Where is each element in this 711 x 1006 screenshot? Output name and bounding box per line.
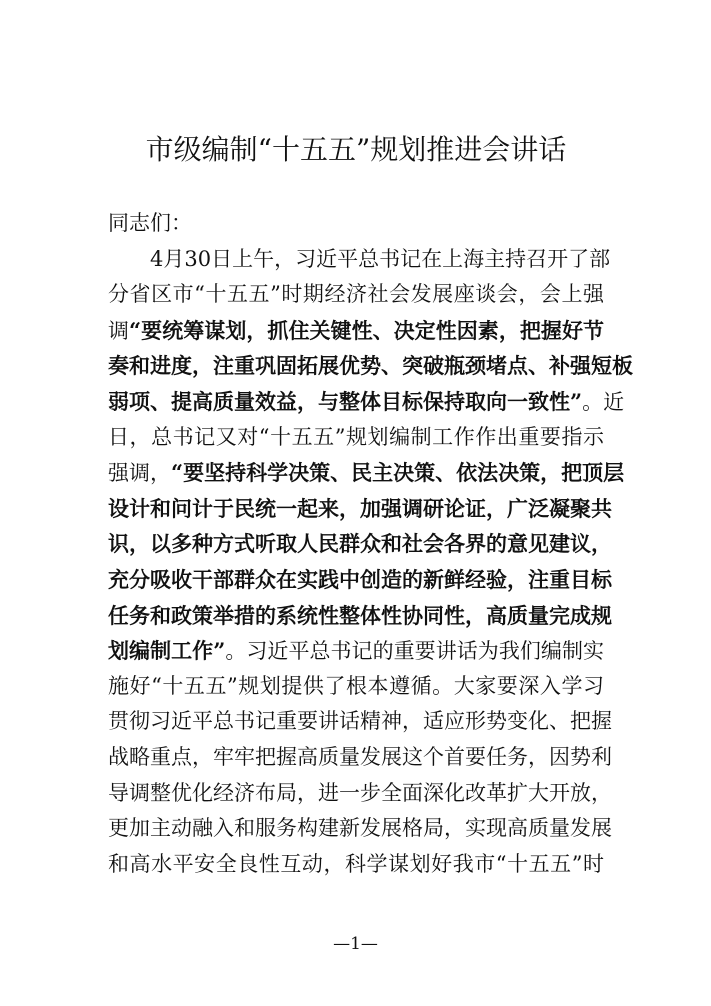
text-line (108, 348, 633, 384)
text-segment: 施好“十五五”规划提供了根本遵循。大家要深入学习 (108, 673, 604, 698)
text-line (108, 277, 604, 313)
quoted-emphasis: 设计和问计于民统一起来，加强调研论证，广泛凝聚共 (108, 495, 612, 521)
text-segment: 4月30日上午，习近平总书记在上海主持召开了部 (150, 246, 611, 271)
text-line (108, 704, 612, 740)
text-line (108, 633, 604, 669)
text-line (108, 669, 604, 705)
text-line (108, 562, 612, 598)
text-line (108, 384, 625, 420)
text-segment: 。近 (582, 389, 625, 414)
document-body (108, 206, 633, 882)
text-line (108, 526, 612, 562)
text-line (108, 313, 604, 349)
text-segment: 分省区市“十五五”时期经济社会发展座谈会，会上强 (108, 282, 604, 307)
text-segment: 贯彻习近平总书记重要讲话精神，适应形势变化、把握 (108, 709, 612, 734)
text-segment: 日，总书记又对“十五五”规划编制工作作出重要指示 (108, 424, 604, 449)
quoted-emphasis: 任务和政策举措的系统性整体性协同性，高质量完成规 (108, 602, 612, 628)
text-line (108, 455, 625, 491)
text-line (108, 491, 612, 527)
text-line (108, 811, 612, 847)
paragraph (108, 242, 633, 883)
quoted-emphasis: 划编制工作” (108, 638, 226, 664)
quoted-emphasis: 弱项、提高质量效益，与整体目标保持取向一致性” (108, 388, 583, 414)
text-line (108, 740, 612, 776)
quoted-emphasis: “要坚持科学决策、民主决策、依法决策，把顶层 (171, 460, 625, 486)
text-line (108, 242, 611, 278)
text-segment: 。习近平总书记的重要讲话为我们编制实 (225, 639, 604, 664)
quoted-emphasis: 奏和进度，注重巩固拓展优势、突破瓶颈堵点、补强短板 (108, 353, 633, 379)
text-segment: 强调， (108, 461, 171, 486)
text-line (108, 598, 612, 634)
quoted-emphasis: 充分吸收干部群众在实践中创造的新鲜经验，注重目标 (108, 566, 612, 592)
text-segment: 战略重点，牢牢把握高质量发展这个首要任务，因势利 (108, 744, 612, 769)
text-segment: 导调整优化经济布局，进一步全面深化改革扩大开放， (108, 780, 612, 805)
quoted-emphasis: “要统筹谋划，抓住关键性、决定性因素，把握好节 (129, 317, 605, 343)
text-segment: 更加主动融入和服务构建新发展格局，实现高质量发展 (108, 816, 612, 841)
page-number: —1— (333, 934, 378, 954)
text-line (108, 776, 612, 812)
text-segment: 调 (108, 318, 130, 343)
text-line (108, 420, 604, 456)
document-title: 市级编制“十五五”规划推进会讲话 (145, 133, 567, 166)
text-line (108, 847, 604, 883)
salutation: 同志们： (108, 211, 192, 235)
quoted-emphasis: 识，以多种方式听取人民群众和社会各界的意见建议， (108, 531, 612, 557)
text-segment: 和高水平安全良性互动，科学谋划好我市“十五五”时 (108, 851, 604, 876)
